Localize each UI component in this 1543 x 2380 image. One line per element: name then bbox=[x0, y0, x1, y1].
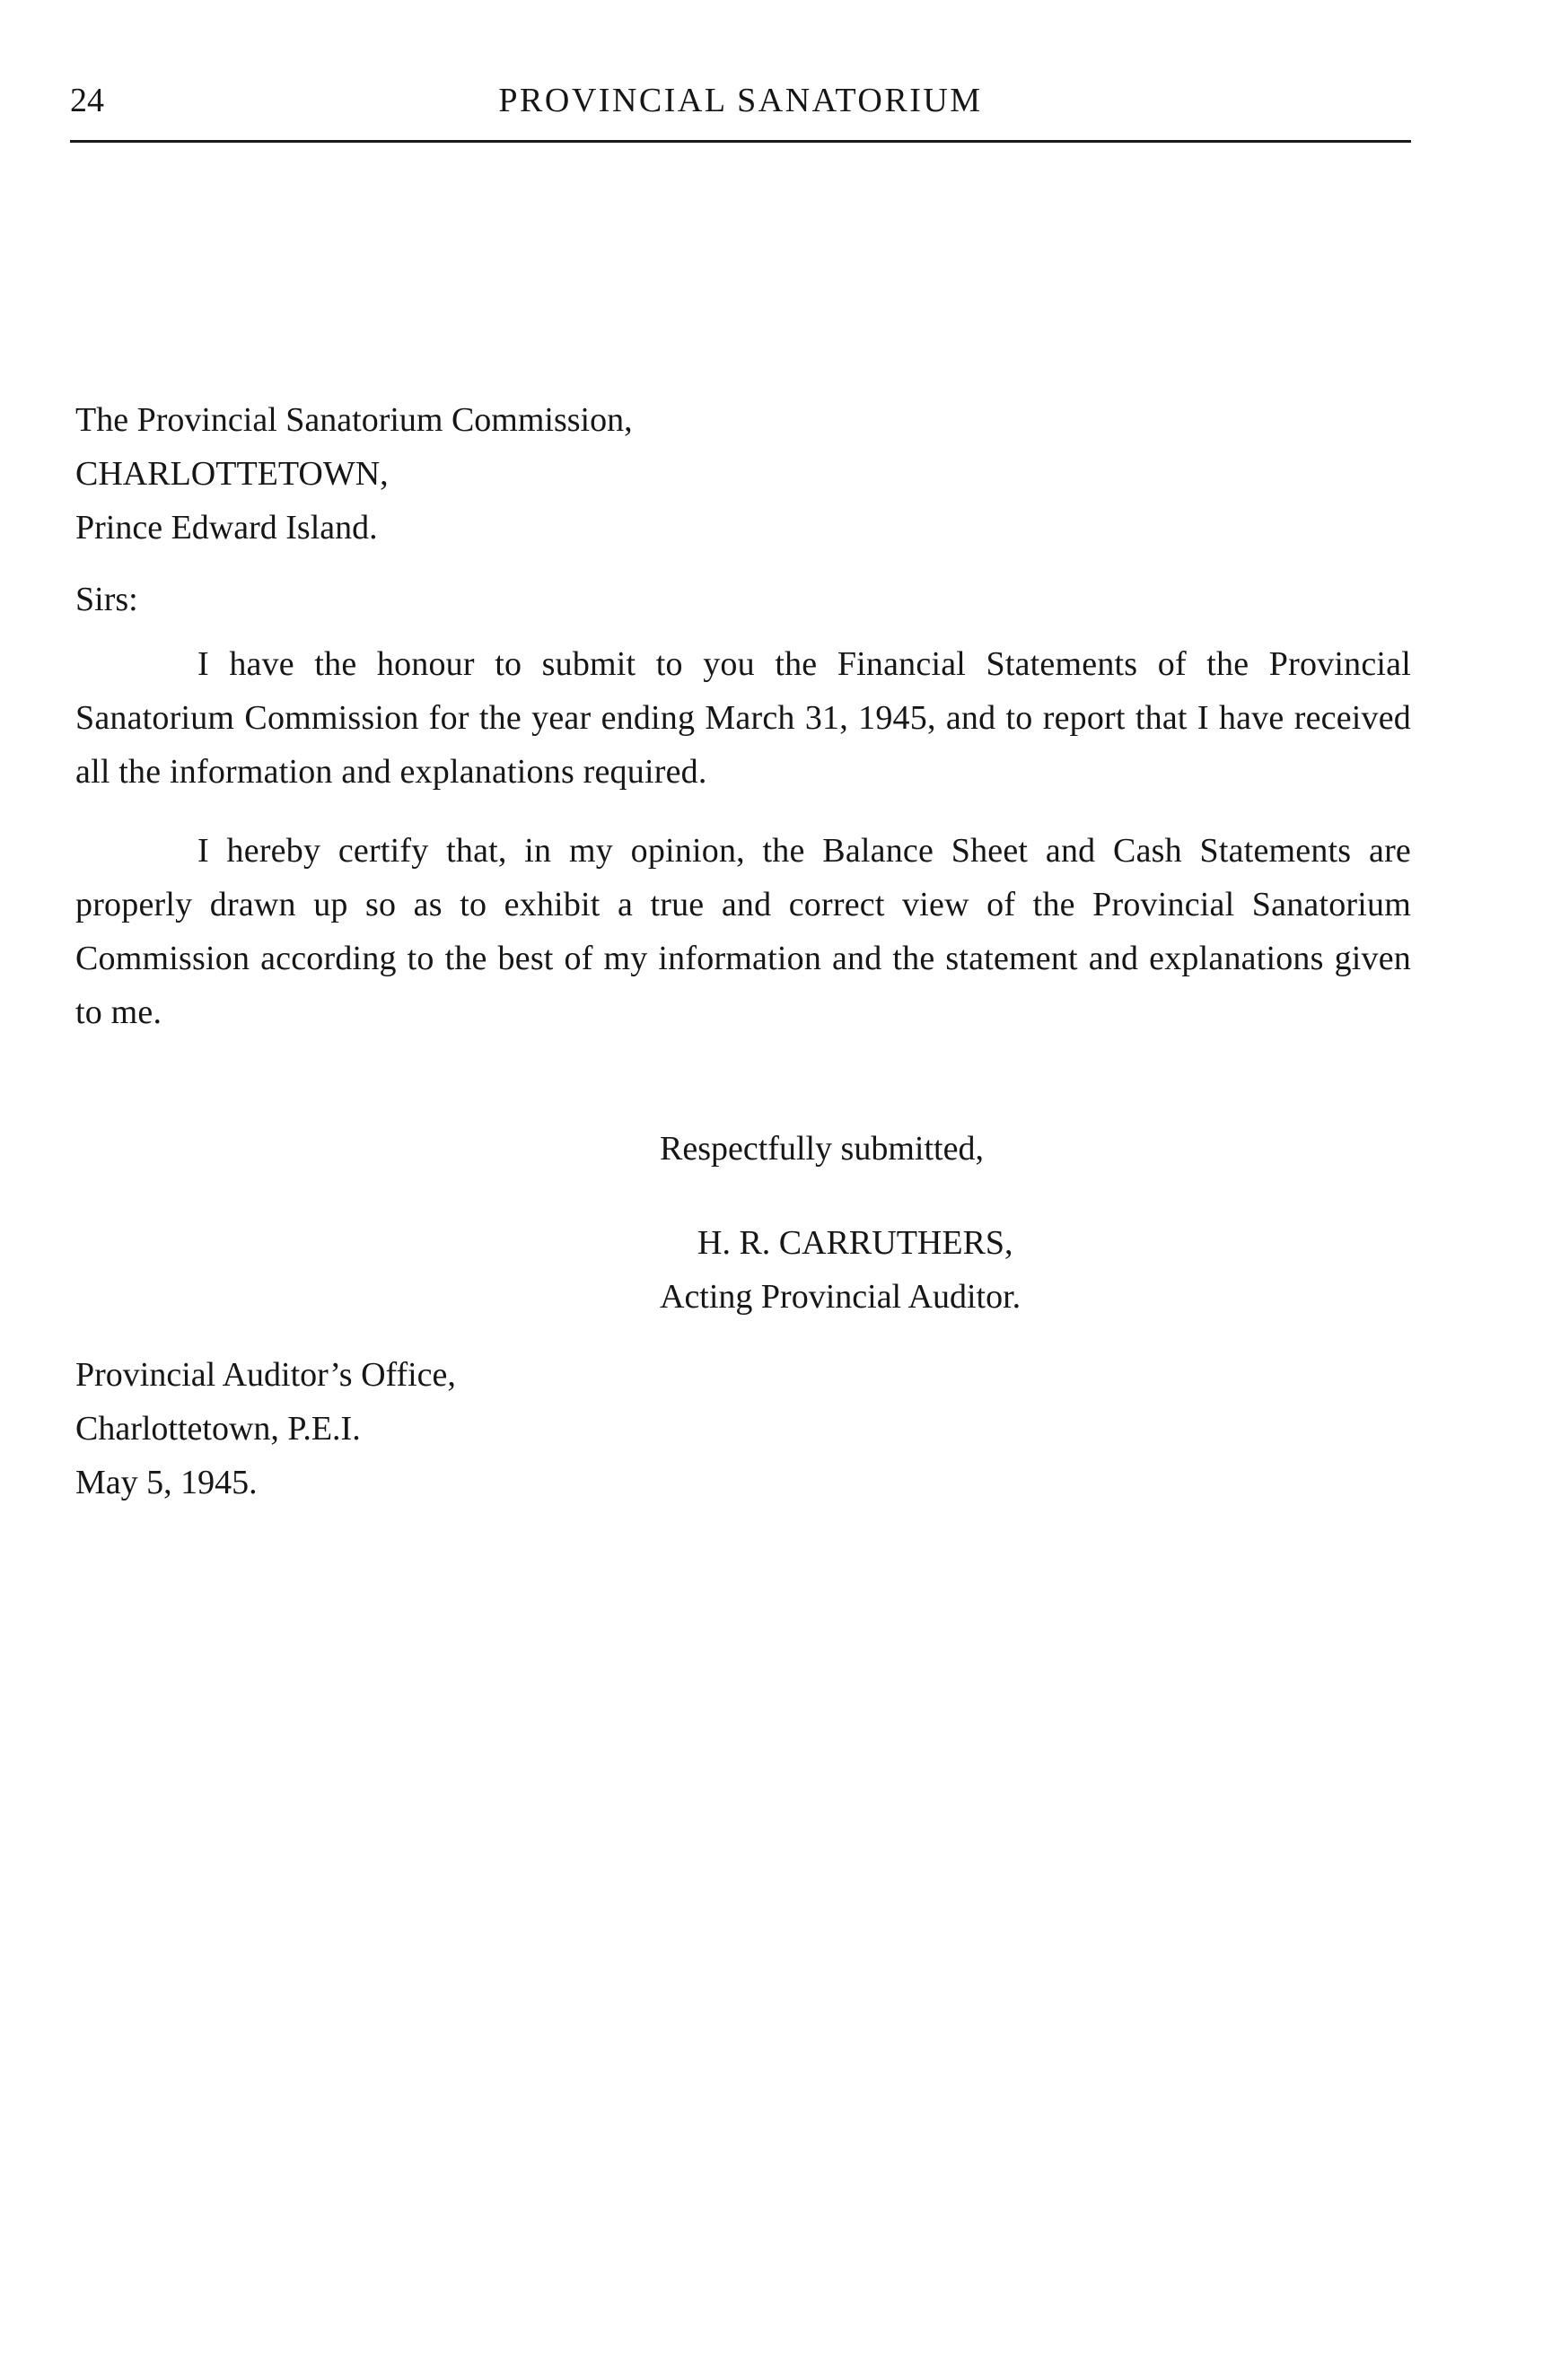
salutation: Sirs: bbox=[75, 581, 138, 618]
body-paragraph-submission: I have the honour to submit to you the Financial Statements of the Provincial Sanatorium Commission for the year ending March 31, 1945, and to report that I have received all the information and explanations required. bbox=[75, 645, 1411, 791]
signature-block bbox=[660, 1216, 1021, 1324]
addressee-block bbox=[75, 393, 633, 555]
running-title: PROVINCIAL SANATORIUM bbox=[498, 82, 983, 119]
addressee-line-province: Prince Edward Island. bbox=[75, 509, 378, 547]
office-location: Charlottetown, P.E.I. bbox=[75, 1410, 361, 1448]
closing: Respectfully submitted, bbox=[660, 1130, 984, 1168]
addressee-line-city: CHARLOTTETOWN, bbox=[75, 455, 389, 493]
running-header bbox=[70, 79, 1411, 143]
office-block bbox=[75, 1348, 456, 1509]
signatory-title: Acting Provincial Auditor. bbox=[660, 1278, 1021, 1316]
office-name: Provincial Auditor’s Office, bbox=[75, 1356, 456, 1394]
letter-date: May 5, 1945. bbox=[75, 1464, 258, 1501]
addressee-line-commission: The Provincial Sanatorium Commission, bbox=[75, 401, 633, 439]
body-paragraph-certification: I hereby certify that, in my opinion, the Balance Sheet and Cash Statements are properly drawn up so as to exhibit a true and correct view of the Provincial Sanatorium Commission according to the best of my information and the statement and explanations given to me. bbox=[75, 832, 1411, 1031]
page-number: 24 bbox=[70, 82, 104, 119]
signatory-name: H. R. CARRUTHERS, bbox=[697, 1224, 1013, 1262]
letter-body bbox=[75, 637, 1411, 1064]
